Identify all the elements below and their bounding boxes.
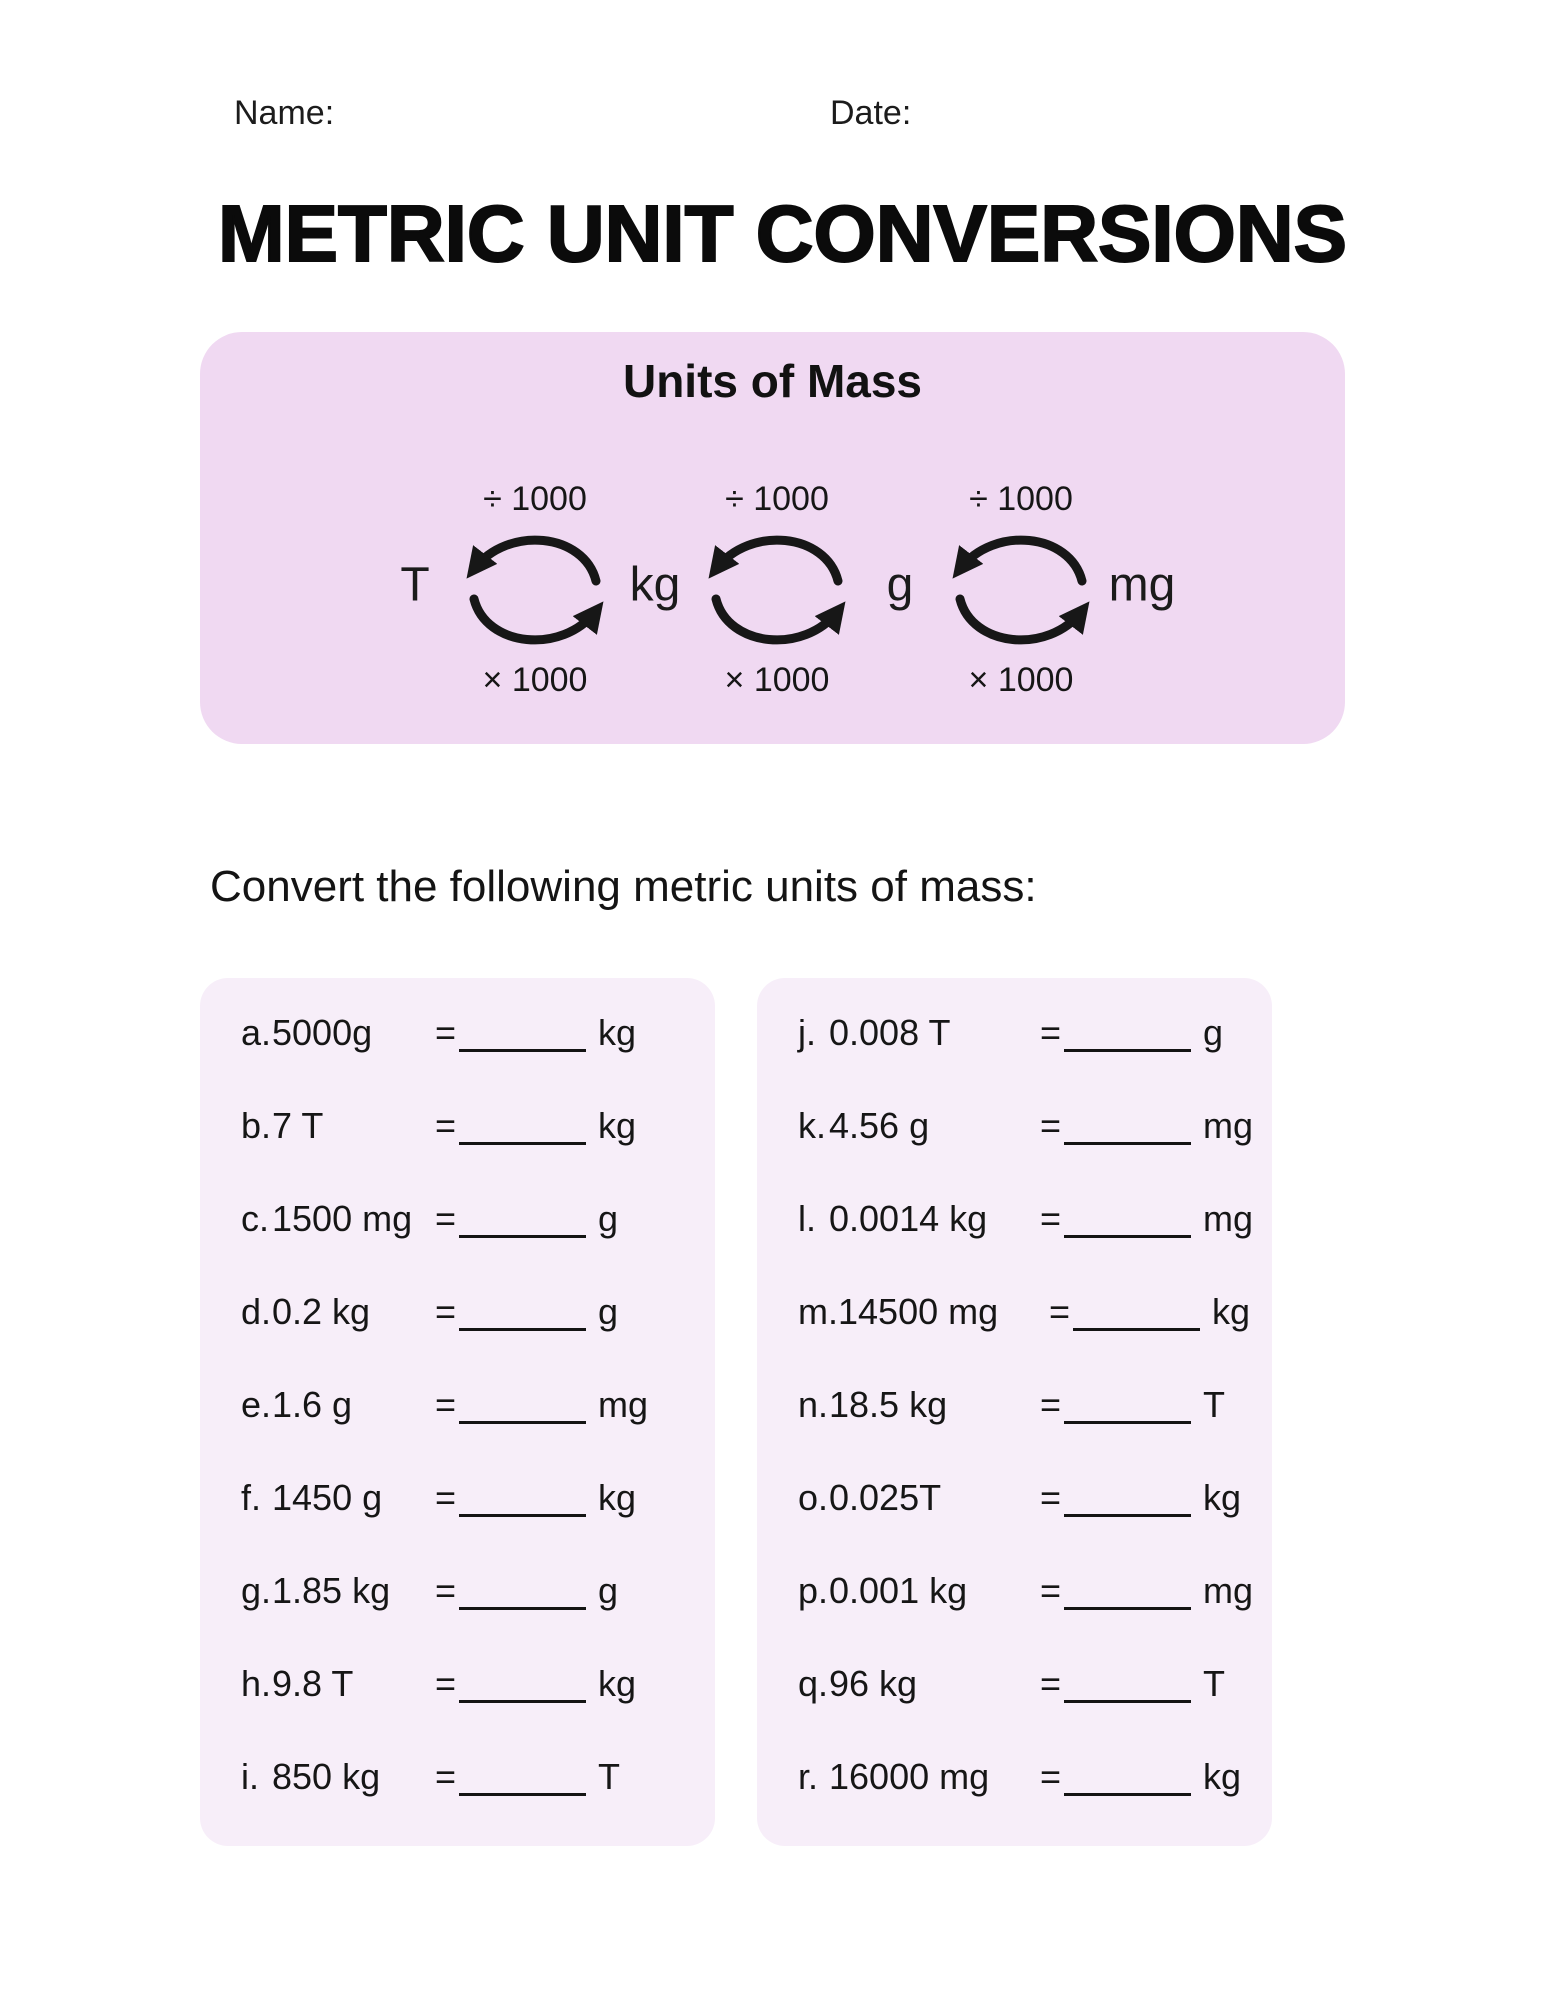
exercise-letter: c. [241,1197,270,1239]
answer-blank[interactable] [1064,1700,1191,1703]
answer-blank[interactable] [459,1328,586,1331]
equals-sign: = [1040,1755,1062,1797]
equals-sign: = [1040,1662,1062,1704]
exercise-unit: kg [1203,1755,1242,1797]
name-label: Name: [234,94,335,132]
exercise-value: 1.85 kg [272,1569,391,1611]
exercise-panel-left [200,978,715,1846]
equals-sign: = [435,1383,457,1425]
exercise-row-i [200,1730,715,1823]
equals-sign: = [1040,1569,1062,1611]
exercise-value: 7 T [272,1104,324,1146]
exercise-unit: kg [1212,1290,1251,1332]
equals-sign: = [1040,1011,1062,1053]
equals-sign: = [435,1197,457,1239]
units-of-mass-title: Units of Mass [622,355,923,407]
exercise-letter: k. [798,1104,827,1146]
exercise-value: 9.8 T [272,1662,354,1704]
equals-sign: = [1040,1476,1062,1518]
exercise-value: 5000g [272,1011,373,1053]
answer-blank[interactable] [1064,1793,1191,1796]
exercise-row-c [200,1172,715,1265]
exercise-letter: o. [798,1476,829,1518]
equals-sign: = [435,1011,457,1053]
answer-blank[interactable] [1073,1328,1200,1331]
divide-1000-label: ÷ 1000 [725,480,829,518]
exercise-letter: i. [241,1755,259,1797]
exercise-unit: mg [1203,1104,1254,1146]
answer-blank[interactable] [459,1421,586,1424]
unit-label-kilogram: kg [629,558,681,612]
unit-label-tonne: T [400,558,430,612]
cycle-arrows-icon [460,525,610,655]
exercise-unit: g [1203,1011,1224,1053]
exercise-unit: mg [1203,1569,1254,1611]
exercise-unit: T [598,1755,620,1797]
answer-blank[interactable] [1064,1514,1191,1517]
exercise-value: 0.025T [829,1476,942,1518]
equals-sign: = [1049,1290,1071,1332]
exercise-value: 1.6 g [272,1383,353,1425]
equals-sign: = [435,1104,457,1146]
unit-label-gram: g [886,558,914,612]
answer-blank[interactable] [1064,1049,1191,1052]
exercise-value: 0.008 T [829,1011,951,1053]
answer-blank[interactable] [459,1235,586,1238]
exercise-unit: g [598,1569,619,1611]
multiply-1000-label: × 1000 [724,661,830,699]
exercise-row-q [757,1637,1272,1730]
exercise-letter: j. [798,1011,816,1053]
conversion-kg-g [692,480,862,700]
exercise-row-n [757,1358,1272,1451]
answer-blank[interactable] [1064,1235,1191,1238]
exercise-unit: mg [598,1383,649,1425]
conversion-g-mg [936,480,1106,700]
exercise-row-d [200,1265,715,1358]
divide-1000-label: ÷ 1000 [969,480,1073,518]
exercise-letter: r. [798,1755,819,1797]
exercise-letter: d. [241,1290,272,1332]
exercise-value: 1500 mg [272,1197,413,1239]
exercise-unit: g [598,1197,619,1239]
exercise-unit: T [1203,1383,1225,1425]
exercise-letter: h. [241,1662,272,1704]
exercise-row-k [757,1079,1272,1172]
answer-blank[interactable] [459,1514,586,1517]
answer-blank[interactable] [459,1700,586,1703]
exercise-letter: b. [241,1104,272,1146]
page-title: METRIC UNIT CONVERSIONS [218,189,1347,278]
exercise-unit: kg [1203,1476,1242,1518]
exercise-row-j [757,986,1272,1079]
exercise-row-h [200,1637,715,1730]
exercise-panel-right [757,978,1272,1846]
exercise-value: 4.56 g [829,1104,930,1146]
equals-sign: = [1040,1197,1062,1239]
exercise-letter: a. [241,1011,272,1053]
answer-blank[interactable] [459,1793,586,1796]
exercise-row-b [200,1079,715,1172]
exercise-letter: n. [798,1383,829,1425]
exercise-value: 14500 mg [838,1290,999,1332]
answer-blank[interactable] [459,1142,586,1145]
answer-blank[interactable] [459,1607,586,1610]
instruction-text: Convert the following metric units of mass: [210,862,1037,911]
exercise-value: 16000 mg [829,1755,990,1797]
exercise-letter: e. [241,1383,272,1425]
cycle-arrows-icon [702,525,852,655]
equals-sign: = [435,1569,457,1611]
exercise-unit: T [1203,1662,1225,1704]
units-of-mass-box [200,332,1345,744]
exercise-unit: mg [1203,1197,1254,1239]
exercise-value: 0.001 kg [829,1569,968,1611]
exercise-letter: g. [241,1569,272,1611]
equals-sign: = [1040,1383,1062,1425]
exercise-unit: kg [598,1104,637,1146]
exercise-letter: m. [798,1290,838,1332]
equals-sign: = [435,1662,457,1704]
equals-sign: = [435,1755,457,1797]
exercise-row-f [200,1451,715,1544]
exercise-row-a [200,986,715,1079]
exercise-unit: kg [598,1476,637,1518]
exercise-value: 1450 g [272,1476,383,1518]
exercise-letter: l. [798,1197,816,1239]
cycle-arrows-icon [946,525,1096,655]
exercise-value: 96 kg [829,1662,918,1704]
answer-blank[interactable] [1064,1607,1191,1610]
exercise-letter: f. [241,1476,262,1518]
answer-blank[interactable] [459,1049,586,1052]
exercise-row-m [757,1265,1272,1358]
exercise-value: 0.0014 kg [829,1197,988,1239]
equals-sign: = [1040,1104,1062,1146]
exercise-row-e [200,1358,715,1451]
exercise-unit: kg [598,1662,637,1704]
answer-blank[interactable] [1064,1142,1191,1145]
exercise-row-g [200,1544,715,1637]
multiply-1000-label: × 1000 [482,661,588,699]
multiply-1000-label: × 1000 [968,661,1074,699]
exercise-unit: g [598,1290,619,1332]
exercise-row-p [757,1544,1272,1637]
unit-label-milligram: mg [1108,558,1176,612]
date-label: Date: [830,94,912,132]
exercise-letter: q. [798,1662,829,1704]
exercise-value: 850 kg [272,1755,381,1797]
exercise-row-r [757,1730,1272,1823]
exercise-row-l [757,1172,1272,1265]
divide-1000-label: ÷ 1000 [483,480,587,518]
exercise-row-o [757,1451,1272,1544]
answer-blank[interactable] [1064,1421,1191,1424]
exercise-unit: kg [598,1011,637,1053]
exercise-value: 18.5 kg [829,1383,948,1425]
exercise-value: 0.2 kg [272,1290,371,1332]
equals-sign: = [435,1476,457,1518]
equals-sign: = [435,1290,457,1332]
exercise-letter: p. [798,1569,829,1611]
conversion-t-kg [450,480,620,700]
